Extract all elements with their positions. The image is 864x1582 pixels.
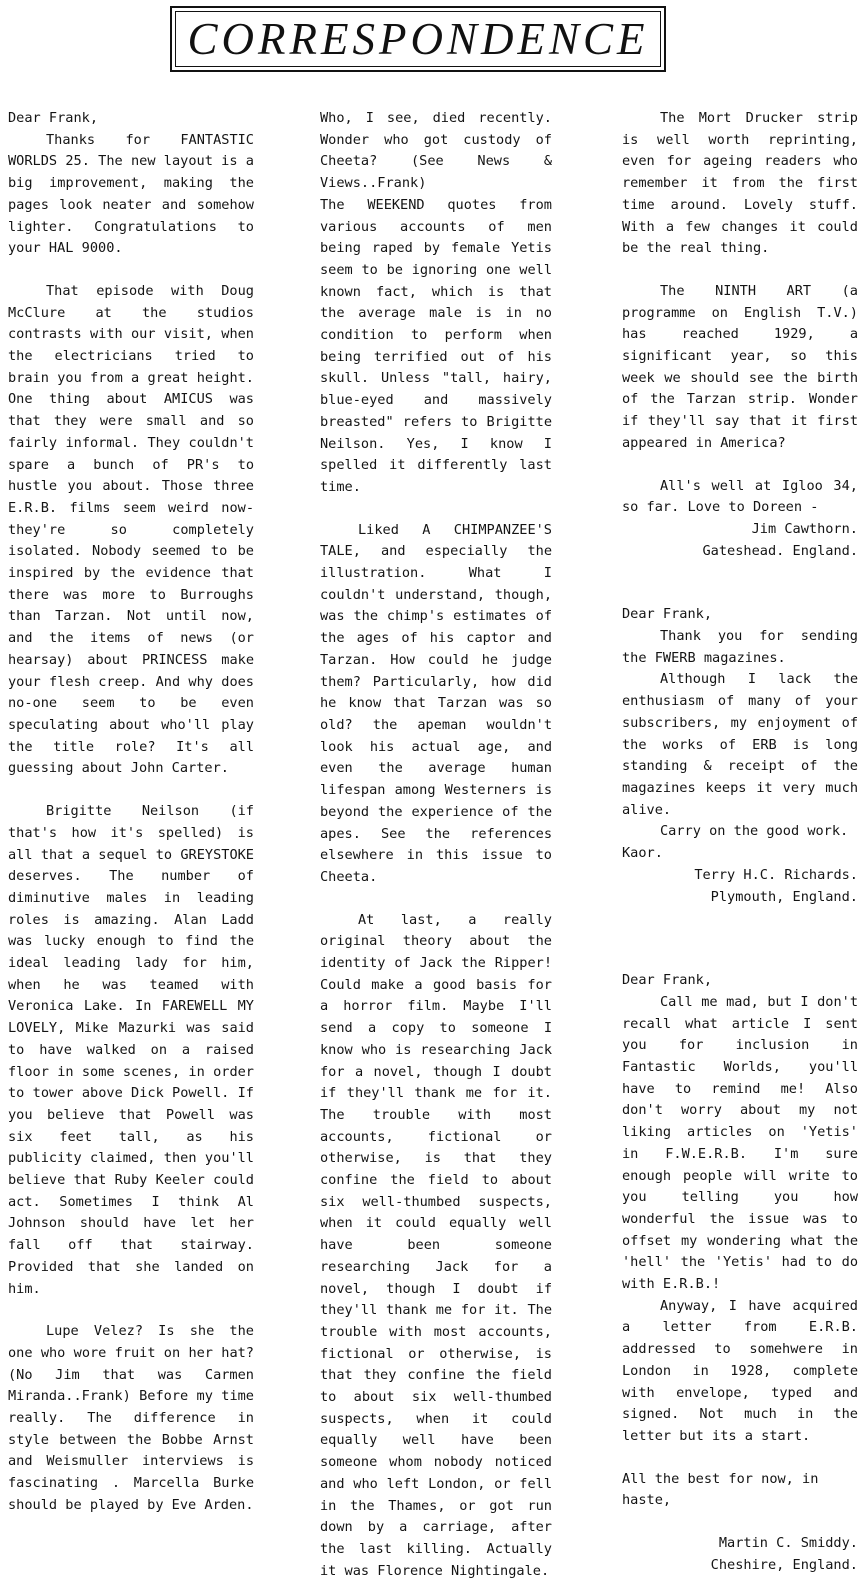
paragraph: Liked A CHIMPANZEE'S TALE, and especially the illustration. What I couldn't understand, though, was the chimp's estimates of the ages of his captor and Tarzan. How could he judge them? Particularly, how did he know that Tarzan was so old? the apeman wouldn't look his actual age, and even the average human lifespan among Westerners is beyond the experience of the apes. See the references elsewhere in this issue to Cheeta. <box>320 521 552 885</box>
page-title: CORRESPONDENCE <box>187 13 649 64</box>
paragraph: Carry on the good work. <box>660 823 849 840</box>
paragraph: That episode with Doug McClure at the studios contrasts with our visit, when the electricians tried to brain you from a great height. One thing about AMICUS was that they were small and so fairly informal. They couldn't spare a bunch of PR's to hustle you about. Those three E.R.B. films seem weird now-they're so completely isolated. Nobody seemed to be inspired by the evidence that there was more to Burroughs than Tarzan. Not until now, and the items of news (or hearsay) about PRINCESS make your flesh creep. And why does no-one seem to be even speculating about who'll play the title role? It's all guessing about John Carter. <box>8 282 254 777</box>
paragraph: Call me mad, but I don't recall what article I sent you for inclusion in Fantastic Worlds, you'll have to remind me! Also don't worry about my not liking articles on 'Yetis' in F.W.E.R.B. I'm sure enough people will write to you telling you how wonderful the issue was to offset my wondering what the 'hell' the 'Yetis' had to do with E.R.B.! <box>622 993 858 1293</box>
paragraph: At last, a really original theory about the identity of Jack the Ripper! Could make a good basis for a horror film. Maybe I'll send a copy to someone I know who is researching Jack for a novel, though I doubt if they'll thank me for it. The trouble with most accounts, fictional or otherwise, is that they confine the field to about six well-thumbed suspects, when it could equally well have been someone researching Jack for a novel, though I doubt if they'll thank me for it. The trouble with most accounts, fictional or otherwise, is that they confine the field to about six well-thumbed suspects, when it could equally well have been someone whom nobody noticed and who left London, or fell in the Thames, or got run down by a carriage, after the last killing. Actually it was Florence Nightingale. <box>320 911 552 1579</box>
page-title-inner-frame <box>175 11 661 67</box>
paragraph: Who, I see, died recently. Wonder who got custody of Cheeta? (See News & Views..Frank) <box>320 110 552 192</box>
closing: All the best for now, in haste, <box>622 1470 819 1509</box>
paragraph: Thanks for FANTASTIC WORLDS 25. The new layout is a big improvement, making the pages look neater and somehow lighter. Congratulations to your HAL 9000. <box>8 131 254 257</box>
column-2 <box>320 108 552 1582</box>
column-3 <box>622 108 858 1576</box>
paragraph: The WEEKEND quotes from various accounts of men being raped by female Yetis seem to be ignoring one well known fact, which is that the average male is in no condition to perform when being terrified out of his skull. Unless "tall, hairy, blue-eyed and massively breasted" refers to Brigitte Neilson. Yes, I know I spelled it differently last time. <box>320 196 552 495</box>
paragraph: Lupe Velez? Is she the one who wore fruit on her hat? (No Jim that was Carmen Miranda..Frank) Before my time really. The difference in style between the Bobbe Arnst and Weismuller interviews is fascinating . Marcella Burke should be played by Eve Arden. <box>8 1323 254 1513</box>
signature-name: Martin C. Smiddy. <box>718 1535 858 1552</box>
signature-name: Terry H.C. Richards. <box>694 866 858 883</box>
signature-location: Gateshead. England. <box>702 542 858 559</box>
salutation: Dear Frank, <box>622 972 713 989</box>
paragraph: Although I lack the enthusiasm of many of your subscribers, my enjoyment of the works of ERB is long standing & receipt of the magazines keeps it very much alive. <box>622 671 858 818</box>
paragraph: Brigitte Neilson (if that's how it's spelled) is all that a sequel to GREYSTOKE deserves. The number of diminutive males in leading roles is amazing. Alan Ladd was lucky enough to find the ideal leading lady for him, when he was teamed with Veronica Lake. In FAREWELL MY LOVELY, Mike Mazurki was said to have walked on a raised floor in some scenes, in order to tower above Dick Powell. If you believe that Powell was six feet tall, as his publicity claimed, then you'll believe that Ruby Keeler could act. Sometimes I think Al Johnson should have let her fall off that stairway. Provided that she landed on him. <box>8 803 254 1297</box>
signature-location: Cheshire, England. <box>710 1556 858 1573</box>
paragraph: Anyway, I have acquired a letter from E.R.B. addressed to somehwere in London in 1928, complete with envelope, typed and signed. Not much in the letter but its a start. <box>622 1297 858 1444</box>
page-title-frame <box>170 6 666 72</box>
closing: Kaor. <box>622 845 663 862</box>
paragraph: The Mort Drucker strip is well worth reprinting, even for ageing readers who remember it from the first time around. Lovely stuff. With a few changes it could be the real thing. <box>622 110 858 257</box>
paragraph: Thank you for sending the FWERB magazines. <box>622 628 858 666</box>
paragraph: The NINTH ART (a programme on English T.V.) has reached 1929, a significant year, so this week we should see the birth of the Tarzan strip. Wonder if they'll say that it first appeared in America? <box>622 282 858 451</box>
column-1 <box>8 108 254 1517</box>
signature-name: Jim Cawthorn. <box>751 520 858 537</box>
signature-location: Plymouth, England. <box>710 888 858 905</box>
salutation: Dear Frank, <box>8 110 99 126</box>
salutation: Dear Frank, <box>622 606 713 623</box>
paragraph: All's well at Igloo 34, so far. Love to Doreen - <box>622 477 858 516</box>
